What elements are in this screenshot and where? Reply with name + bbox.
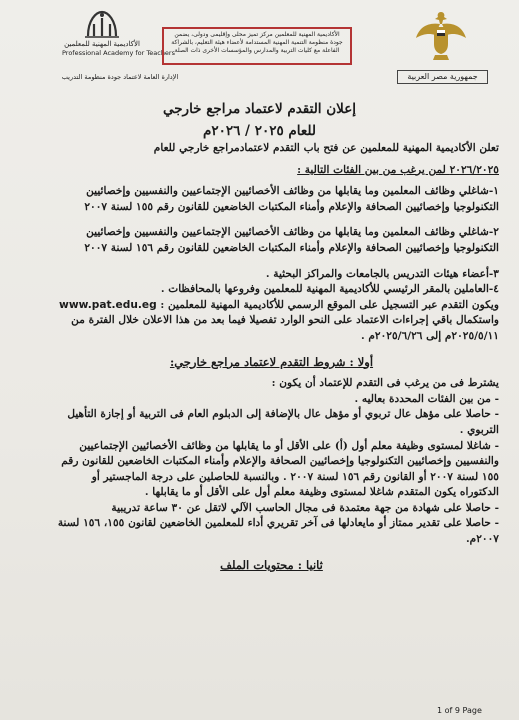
website-link[interactable]: www.pat.edu.eg [59, 298, 157, 311]
section-1-title: أولا : شروط التقدم لاعتماد مراجع خارجي: [169, 354, 374, 369]
academy-emblem-icon [82, 6, 122, 40]
condition-1: - من بين الفئات المحددة بعاليه . [354, 392, 499, 405]
announcement-year: للعام ٢٠٢٥ / ٢٠٢٦م [202, 123, 316, 139]
condition-5-line-2: ٢٠٠٧م. [465, 533, 499, 546]
condition-3-line-2: والنفسيين وإخصائيين التكنولوجيا وإخصائيين الصحافة والإعلام وأمناء المكتبات الخاضعين للقانون رقم [61, 455, 499, 468]
condition-4: - حاصلا على شهادة من جهة معتمدة فى مجال الحاسب الآلي لاتقل عن ٣٠ ساعة تدريبية [111, 501, 499, 514]
letterhead [0, 0, 519, 100]
condition-3-line-4: الدكتوراه يكون المتقدم شاغلا لمستوى وظيفة معلم أول على الأقل أو ما يقابلها . [144, 486, 499, 499]
condition-5-line-1: - حاصلا على تقدير ممتاز أو مايعادلها فى آخر تقريري أداء للمعلمين الخاضعين لقانون ١٥٥، ١٥٦ لسنة [57, 517, 499, 530]
academy-name-ar: الأكاديمية المهنية للمعلمين [64, 40, 140, 48]
condition-2-line-1: - حاصلا على مؤهل عال تربوي أو مؤهل عال بالإضافة إلى الدبلوم العام فى التربية أو إجازة التأهيل [67, 408, 499, 421]
categories-heading: ٢٠٢٦/٢٠٢٥ لمن يرغب من بين الفئات التالية : [297, 163, 499, 176]
condition-3-line-3: ١٥٥ لسنة ٢٠٠٧ أو القانون رقم ١٥٦ لسنة ٢٠٠٧ . وبالنسبة للحاصلين على درجة الماجستير أو [91, 470, 499, 483]
page-number: 1 of 9 Page [437, 706, 482, 715]
announcement-body [44, 141, 499, 573]
academy-name-en: Professional Academy for Teachers [62, 49, 175, 57]
vision-line-1: الأكاديمية المهنية للمعلمين مركز تميز محلى وإقليمى ودولى، يضمن [174, 31, 340, 38]
category-1-line-2: التكنولوجيا وإخصائيين الصحافة والإعلام وأمناء المكتبات الخاضعين للقانون رقم ١٥٥ لسنة ٢٠٠٧ [84, 200, 499, 213]
registration-date-range: ٢٠٢٥/٥/١١م إلى ٢٠٢٥/٦/٢٦م . [360, 329, 499, 342]
academy-logo [62, 6, 175, 57]
department-label: الإدارة العامة لاعتماد جودة منظومة التدريب [61, 73, 179, 81]
condition-3-line-1: - شاغلا لمستوى وظيفة معلم أول (أ) على الأقل أو ما يقابلها من وظائف الأخصائيين الإجتماعيين [79, 439, 499, 452]
category-4: ٤-العاملين بالمقر الرئيسي للأكاديمية المهنية للمعلمين وفروعها بالمحافظات . [160, 283, 499, 296]
section-1-lead: يشترط فى من يرغب فى التقدم للإعتماد أن يكون : [271, 377, 499, 390]
category-2-line-2: التكنولوجيا وإخصائيين الصحافة والإعلام وأمناء المكتبات الخاضعين للقانون رقم ١٥٦ لسنة ٢٠٠٧ [84, 241, 499, 254]
country-label: جمهورية مصر العربية [397, 70, 488, 84]
intro-text: تعلن الأكاديمية المهنية للمعلمين عن فتح باب التقدم لاعتمادمراجع خارجي للعام [153, 142, 499, 154]
category-3: ٣-أعضاء هيئات التدريس بالجامعات والمراكز البحثية . [265, 267, 499, 280]
academy-vision-box [162, 27, 352, 65]
vision-line-2: جودة منظومة التنمية المهنية المستدامة لأعضاء هيئة التعليم، بالشراكة [171, 39, 343, 46]
announcement-title: إعلان التقدم لاعتماد مراجع خارجي [162, 101, 357, 117]
category-2-line-1: ٢-شاغلي وظائف المعلمين وما يقابلها من وظائف الأخصائيين الإجتماعيين والنفسيين وإخصائيين [86, 226, 499, 239]
section-2-title: ثانيا : محتويات الملف [220, 557, 323, 572]
vision-line-3: الفاعلة مع كليات التربية والمدارس والمؤسسات الأخرى ذات الصلة [174, 47, 340, 54]
registration-line-2: واستكمال باقي إجراءات الاعتماد على النحو الوارد تفصيلا فيما بعد من هذا الاعلان خلال الفترة من [71, 314, 499, 327]
category-1-line-1: ١-شاغلي وظائف المعلمين وما يقابلها من وظائف الأخصائيين الإجتماعيين والنفسيين وإخصائيين [86, 185, 499, 198]
registration-text: ويكون التقدم عبر التسجيل على الموقع الرسمي للأكاديمية المهنية للمعلمين : [160, 298, 499, 311]
egypt-eagle-icon [413, 8, 469, 64]
registration-line-1 [44, 298, 499, 314]
condition-2-line-2: التربوي . [459, 423, 499, 436]
